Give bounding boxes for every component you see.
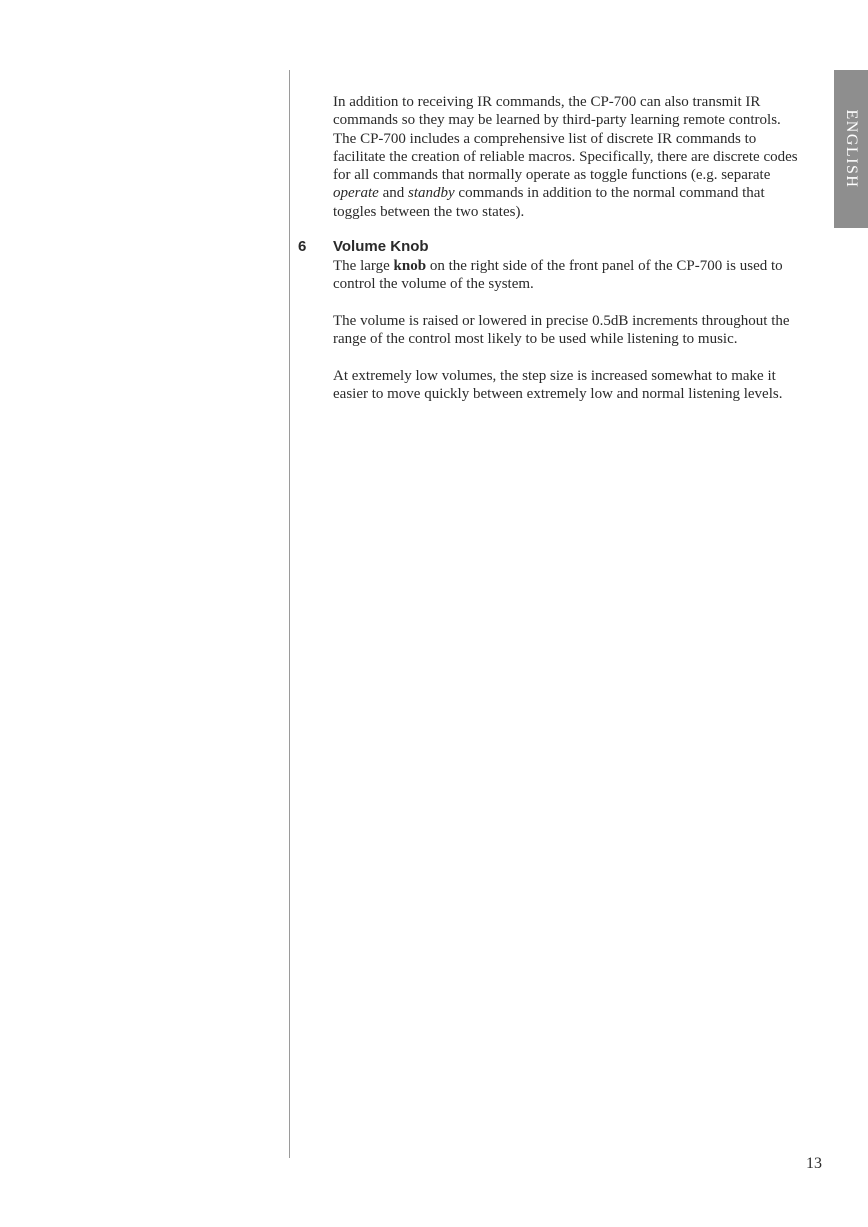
knob-paragraph-text-1: The large [333, 258, 394, 274]
operate-term: operate [333, 185, 379, 202]
page-number: 13 [806, 1155, 822, 1172]
ir-paragraph-text-2: and [378, 185, 408, 202]
ir-paragraph-text-3: commands in addition to the normal command that toggles between the two states). [333, 185, 765, 220]
language-tab-label: ENGLISH [843, 109, 860, 189]
ir-paragraph-text-1: In addition to receiving IR commands, the CP-700 can also transmit IR commands so they may be learned by third-party learning remote controls. The CP-700 includes a comprehensive list of discrete IR commands to facilitate the creation of reliable macros. Specifically, there are discrete codes for all commands that normally operate as toggle functions (e.g. separate [333, 94, 798, 184]
volume-knob-paragraph [333, 257, 803, 294]
knob-term: knob [393, 258, 427, 274]
low-volume-paragraph: At extremely low volumes, the step size is increased somewhat to make it easier to move quickly between extremely low and normal listening levels. [333, 368, 783, 403]
standby-term: standby [408, 185, 455, 202]
volume-step-paragraph: The volume is raised or lowered in precise 0.5dB increments throughout the range of the control most likely to be used while listening to music. [333, 313, 790, 348]
section-title: Volume Knob [333, 238, 429, 255]
section-number: 6 [298, 238, 307, 255]
column-divider-line [289, 70, 290, 1158]
ir-transmit-paragraph [333, 93, 803, 221]
knob-paragraph-text-2: on the right side of the front panel of the CP-700 is used to control the volume of the system. [333, 258, 783, 293]
language-tab [834, 70, 868, 228]
